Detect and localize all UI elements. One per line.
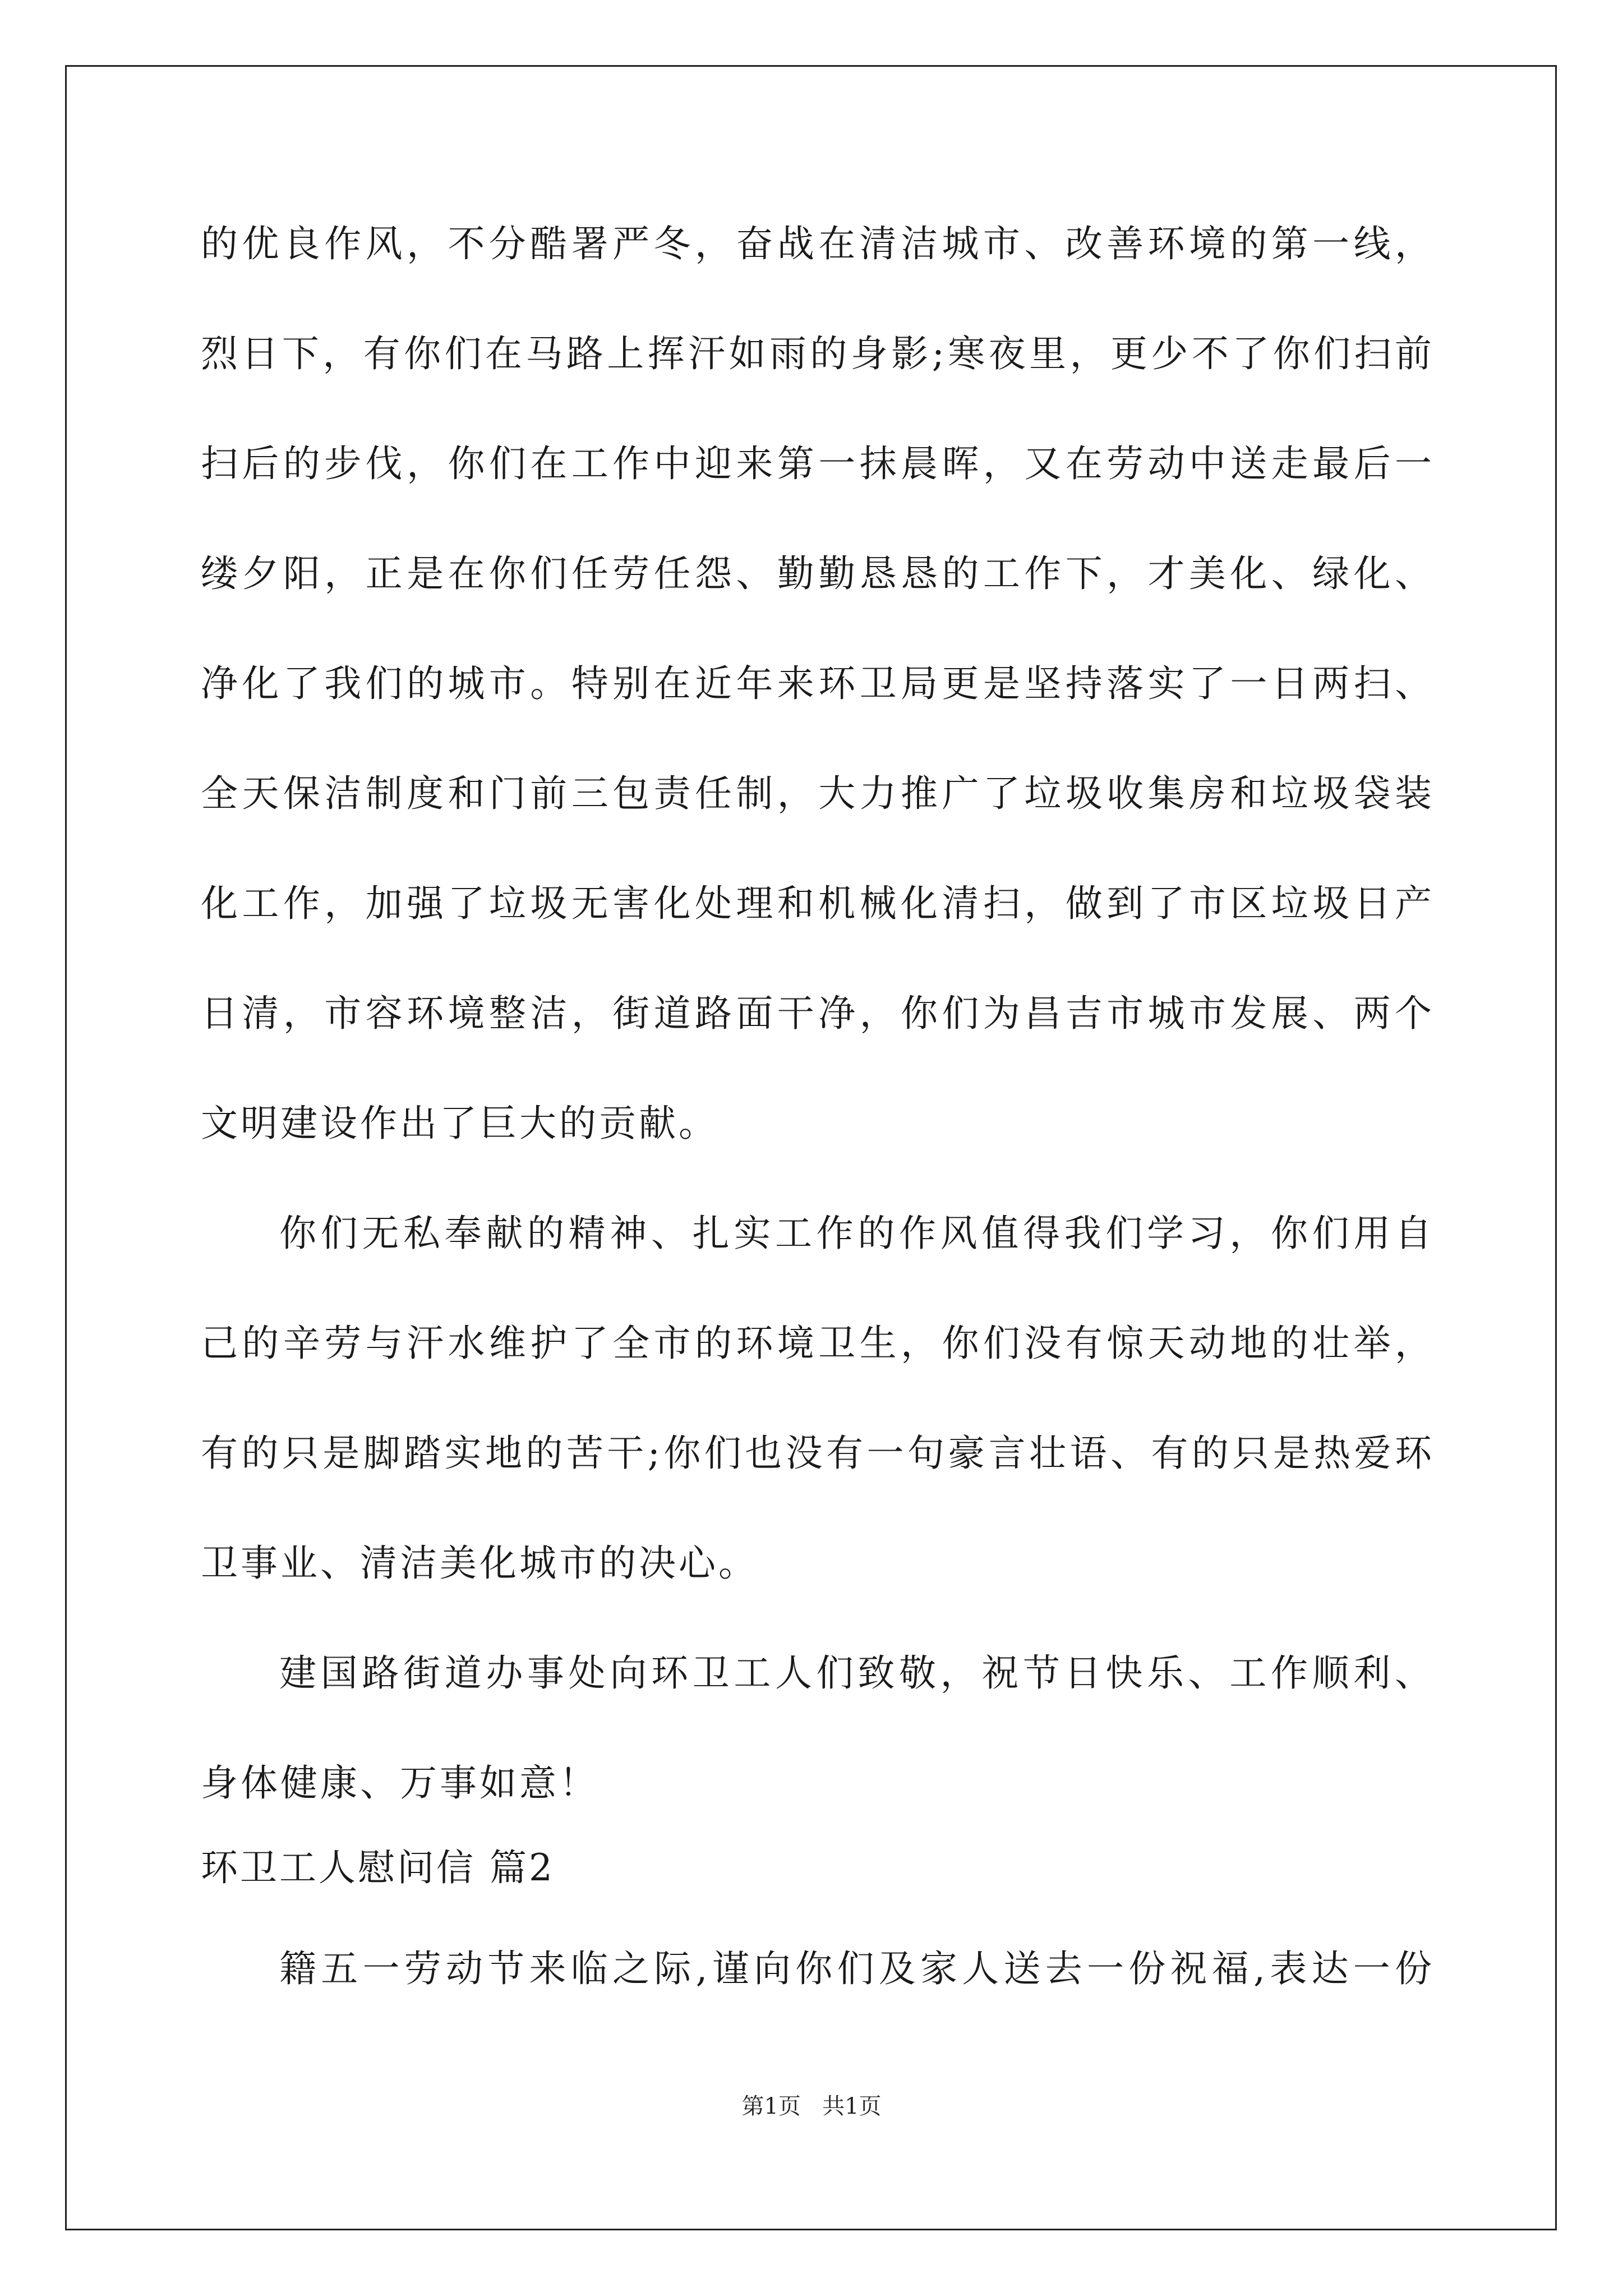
body-line: 缕夕阳，正是在你们任劳任怨、勤勤恳恳的工作下，才美化、绿化、	[201, 552, 1435, 595]
body-line: 文明建设作出了巨大的贡献。	[201, 1102, 718, 1145]
body-line: 有的只是脚踏实地的苦干;你们也没有一句豪言壮语、有的只是热爱环	[201, 1432, 1435, 1475]
paragraph-first-line: 建国路街道办事处向环卫工人们致敬，祝节日快乐、工作顺利、	[279, 1651, 1435, 1695]
page-number: 第1页	[741, 2093, 801, 2119]
body-line: 全天保洁制度和门前三包责任制，大力推广了垃圾收集房和垃圾袋装	[201, 772, 1435, 815]
page-footer	[0, 2092, 1623, 2120]
body-line: 的优良作风，不分酷署严冬，奋战在清洁城市、改善环境的第一线，	[201, 222, 1435, 265]
section-heading: 环卫工人慰问信 篇2	[201, 1846, 555, 1889]
body-line: 日清，市容环境整洁，街道路面干净，你们为昌吉市城市发展、两个	[201, 992, 1435, 1035]
body-line: 化工作，加强了垃圾无害化处理和机械化清扫，做到了市区垃圾日产	[201, 882, 1435, 925]
body-line: 净化了我们的城市。特别在近年来环卫局更是坚持落实了一日两扫、	[201, 662, 1435, 705]
body-line: 烈日下，有你们在马路上挥汗如雨的身影;寒夜里，更少不了你们扫前	[201, 332, 1435, 375]
body-line: 身体健康、万事如意！	[201, 1761, 599, 1805]
paragraph-first-line: 你们无私奉献的精神、扎实工作的作风值得我们学习，你们用自	[279, 1212, 1435, 1255]
body-line: 卫事业、清洁美化城市的决心。	[201, 1542, 758, 1585]
page-border	[65, 65, 1557, 2230]
body-line: 扫后的步伐，你们在工作中迎来第一抹晨晖，又在劳动中送走最后一	[201, 442, 1435, 485]
page-total: 共1页	[822, 2093, 882, 2119]
paragraph-first-line: 籍五一劳动节来临之际,谨向你们及家人送去一份祝福,表达一份	[279, 1947, 1435, 1990]
body-line: 己的辛劳与汗水维护了全市的环境卫生，你们没有惊天动地的壮举，	[201, 1322, 1435, 1365]
